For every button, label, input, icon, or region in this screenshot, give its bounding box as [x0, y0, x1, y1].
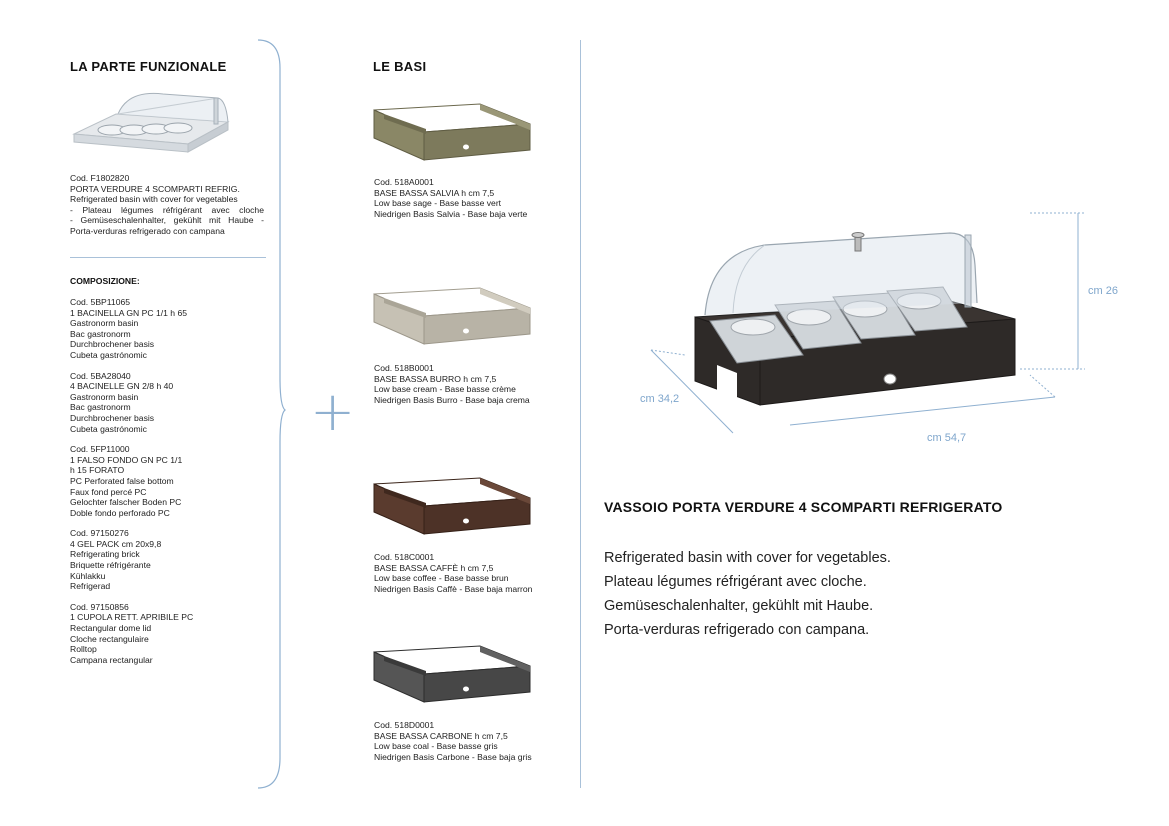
- base-code: Cod. 518C0001: [374, 552, 435, 562]
- product-thumbnail-image: [68, 86, 230, 168]
- component-line: Cod. 97150856: [70, 601, 129, 612]
- base-coal-image: [370, 642, 535, 707]
- product-desc-line: Refrigerated basin with cover for vegetables: [70, 194, 238, 205]
- functional-heading: LA PARTE FUNZIONALE: [70, 59, 227, 74]
- component-line: Faux fond percé PC: [70, 486, 147, 497]
- base-name: BASE BASSA SALVIA h cm 7,5: [374, 187, 495, 198]
- dimension-depth-label: cm 34,2: [640, 393, 680, 405]
- dimension-height-label: cm 26: [1088, 285, 1118, 297]
- base-name: BASE BASSA CAFFÈ h cm 7,5: [374, 562, 494, 573]
- base-desc: Niedrigen Basis Caffè - Base baja marron: [374, 583, 533, 594]
- column-divider: [580, 40, 581, 788]
- main-desc-line: Porta-verduras refrigerado con campana.: [604, 622, 870, 638]
- component-item: [70, 528, 270, 592]
- base-sage-image: [370, 100, 535, 165]
- base-code: Cod. 518D0001: [374, 720, 435, 730]
- base-desc: Niedrigen Basis Carbone - Base baja gris: [374, 751, 532, 762]
- product-code: Cod. F1802820: [70, 173, 130, 183]
- component-line: 1 FALSO FONDO GN PC 1/1: [70, 454, 183, 465]
- base-desc: Niedrigen Basis Salvia - Base baja verte: [374, 208, 528, 219]
- component-line: Bac gastronorm: [70, 402, 131, 413]
- component-line: Cod. 5BP11065: [70, 297, 131, 307]
- component-line: Doble fondo perforado PC: [70, 507, 170, 518]
- component-item: [70, 602, 270, 666]
- product-desc-line: - Gemüseschalenhalter, gekühlt mit Haube -: [70, 215, 264, 226]
- base-desc: Low base cream - Base basse crème: [374, 384, 516, 395]
- component-line: Rectangular dome lid: [70, 623, 152, 634]
- base-coffee-image: [370, 474, 535, 539]
- component-line: PC Perforated false bottom: [70, 475, 174, 486]
- component-line: Gelochter falscher Boden PC: [70, 497, 182, 508]
- product-desc-line: - Plateau légumes réfrigérant avec cloche: [70, 204, 264, 215]
- base-desc: Low base coal - Base basse gris: [374, 741, 498, 752]
- bases-heading: LE BASI: [373, 59, 427, 74]
- main-product-title: VASSOIO PORTA VERDURE 4 SCOMPARTI REFRIGERATO: [604, 499, 1003, 515]
- component-line: 1 CUPOLA RETT. APRIBILE PC: [70, 612, 194, 623]
- plus-icon: +: [310, 380, 356, 443]
- component-item: [70, 297, 270, 361]
- main-desc-line: Gemüseschalenhalter, gekühlt mit Haube.: [604, 598, 874, 614]
- component-line: Cubeta gastrónomic: [70, 423, 147, 434]
- component-line: Cloche rectangulaire: [70, 633, 149, 644]
- components-list: [70, 297, 270, 665]
- component-line: Refrigerating brick: [70, 549, 140, 560]
- section-divider: [70, 257, 266, 258]
- product-desc-line: Porta-verduras refrigerado con campana: [70, 225, 225, 236]
- component-line: Cod. 5BA28040: [70, 370, 131, 381]
- component-line: Gastronorm basin: [70, 391, 139, 402]
- component-item: [70, 371, 270, 435]
- component-line: 4 GEL PACK cm 20x9,8: [70, 538, 162, 549]
- main-product-image: [625, 205, 1105, 465]
- main-desc-line: Plateau légumes réfrigérant avec cloche.: [604, 574, 867, 590]
- base-desc: Low base coffee - Base basse brun: [374, 573, 509, 584]
- base-desc: Low base sage - Base basse vert: [374, 198, 502, 209]
- component-line: Durchbrochener basis: [70, 412, 155, 423]
- component-line: Bac gastronorm: [70, 328, 131, 339]
- component-line: Briquette réfrigérante: [70, 560, 151, 571]
- base-cream-image: [370, 284, 535, 349]
- component-item: [70, 444, 270, 518]
- component-line: h 15 FORATO: [70, 465, 125, 476]
- base-code: Cod. 518B0001: [374, 363, 434, 373]
- product-name: PORTA VERDURE 4 SCOMPARTI REFRIG.: [70, 183, 240, 194]
- main-desc-line: Refrigerated basin with cover for vegetables.: [604, 550, 891, 566]
- component-line: Gastronorm basin: [70, 318, 139, 329]
- dimension-width-label: cm 54,7: [927, 432, 967, 444]
- brace-icon: [256, 38, 286, 790]
- component-line: Cod. 5FP11000: [70, 444, 130, 455]
- base-code: Cod. 518A0001: [374, 177, 434, 187]
- base-name: BASE BASSA CARBONE h cm 7,5: [374, 730, 508, 741]
- component-line: Cod. 97150276: [70, 528, 129, 539]
- component-line: 1 BACINELLA GN PC 1/1 h 65: [70, 307, 188, 318]
- component-line: Durchbrochener basis: [70, 339, 155, 350]
- component-line: 4 BACINELLE GN 2/8 h 40: [70, 381, 174, 392]
- base-name: BASE BASSA BURRO h cm 7,5: [374, 373, 497, 384]
- component-line: Kühlakku: [70, 570, 106, 581]
- component-line: Campana rectangular: [70, 654, 153, 665]
- component-line: Rolltop: [70, 644, 97, 655]
- composition-heading: COMPOSIZIONE:: [70, 276, 140, 286]
- component-line: Refrigerad: [70, 581, 111, 592]
- component-line: Cubeta gastrónomic: [70, 349, 147, 360]
- base-desc: Niedrigen Basis Burro - Base baja crema: [374, 394, 530, 405]
